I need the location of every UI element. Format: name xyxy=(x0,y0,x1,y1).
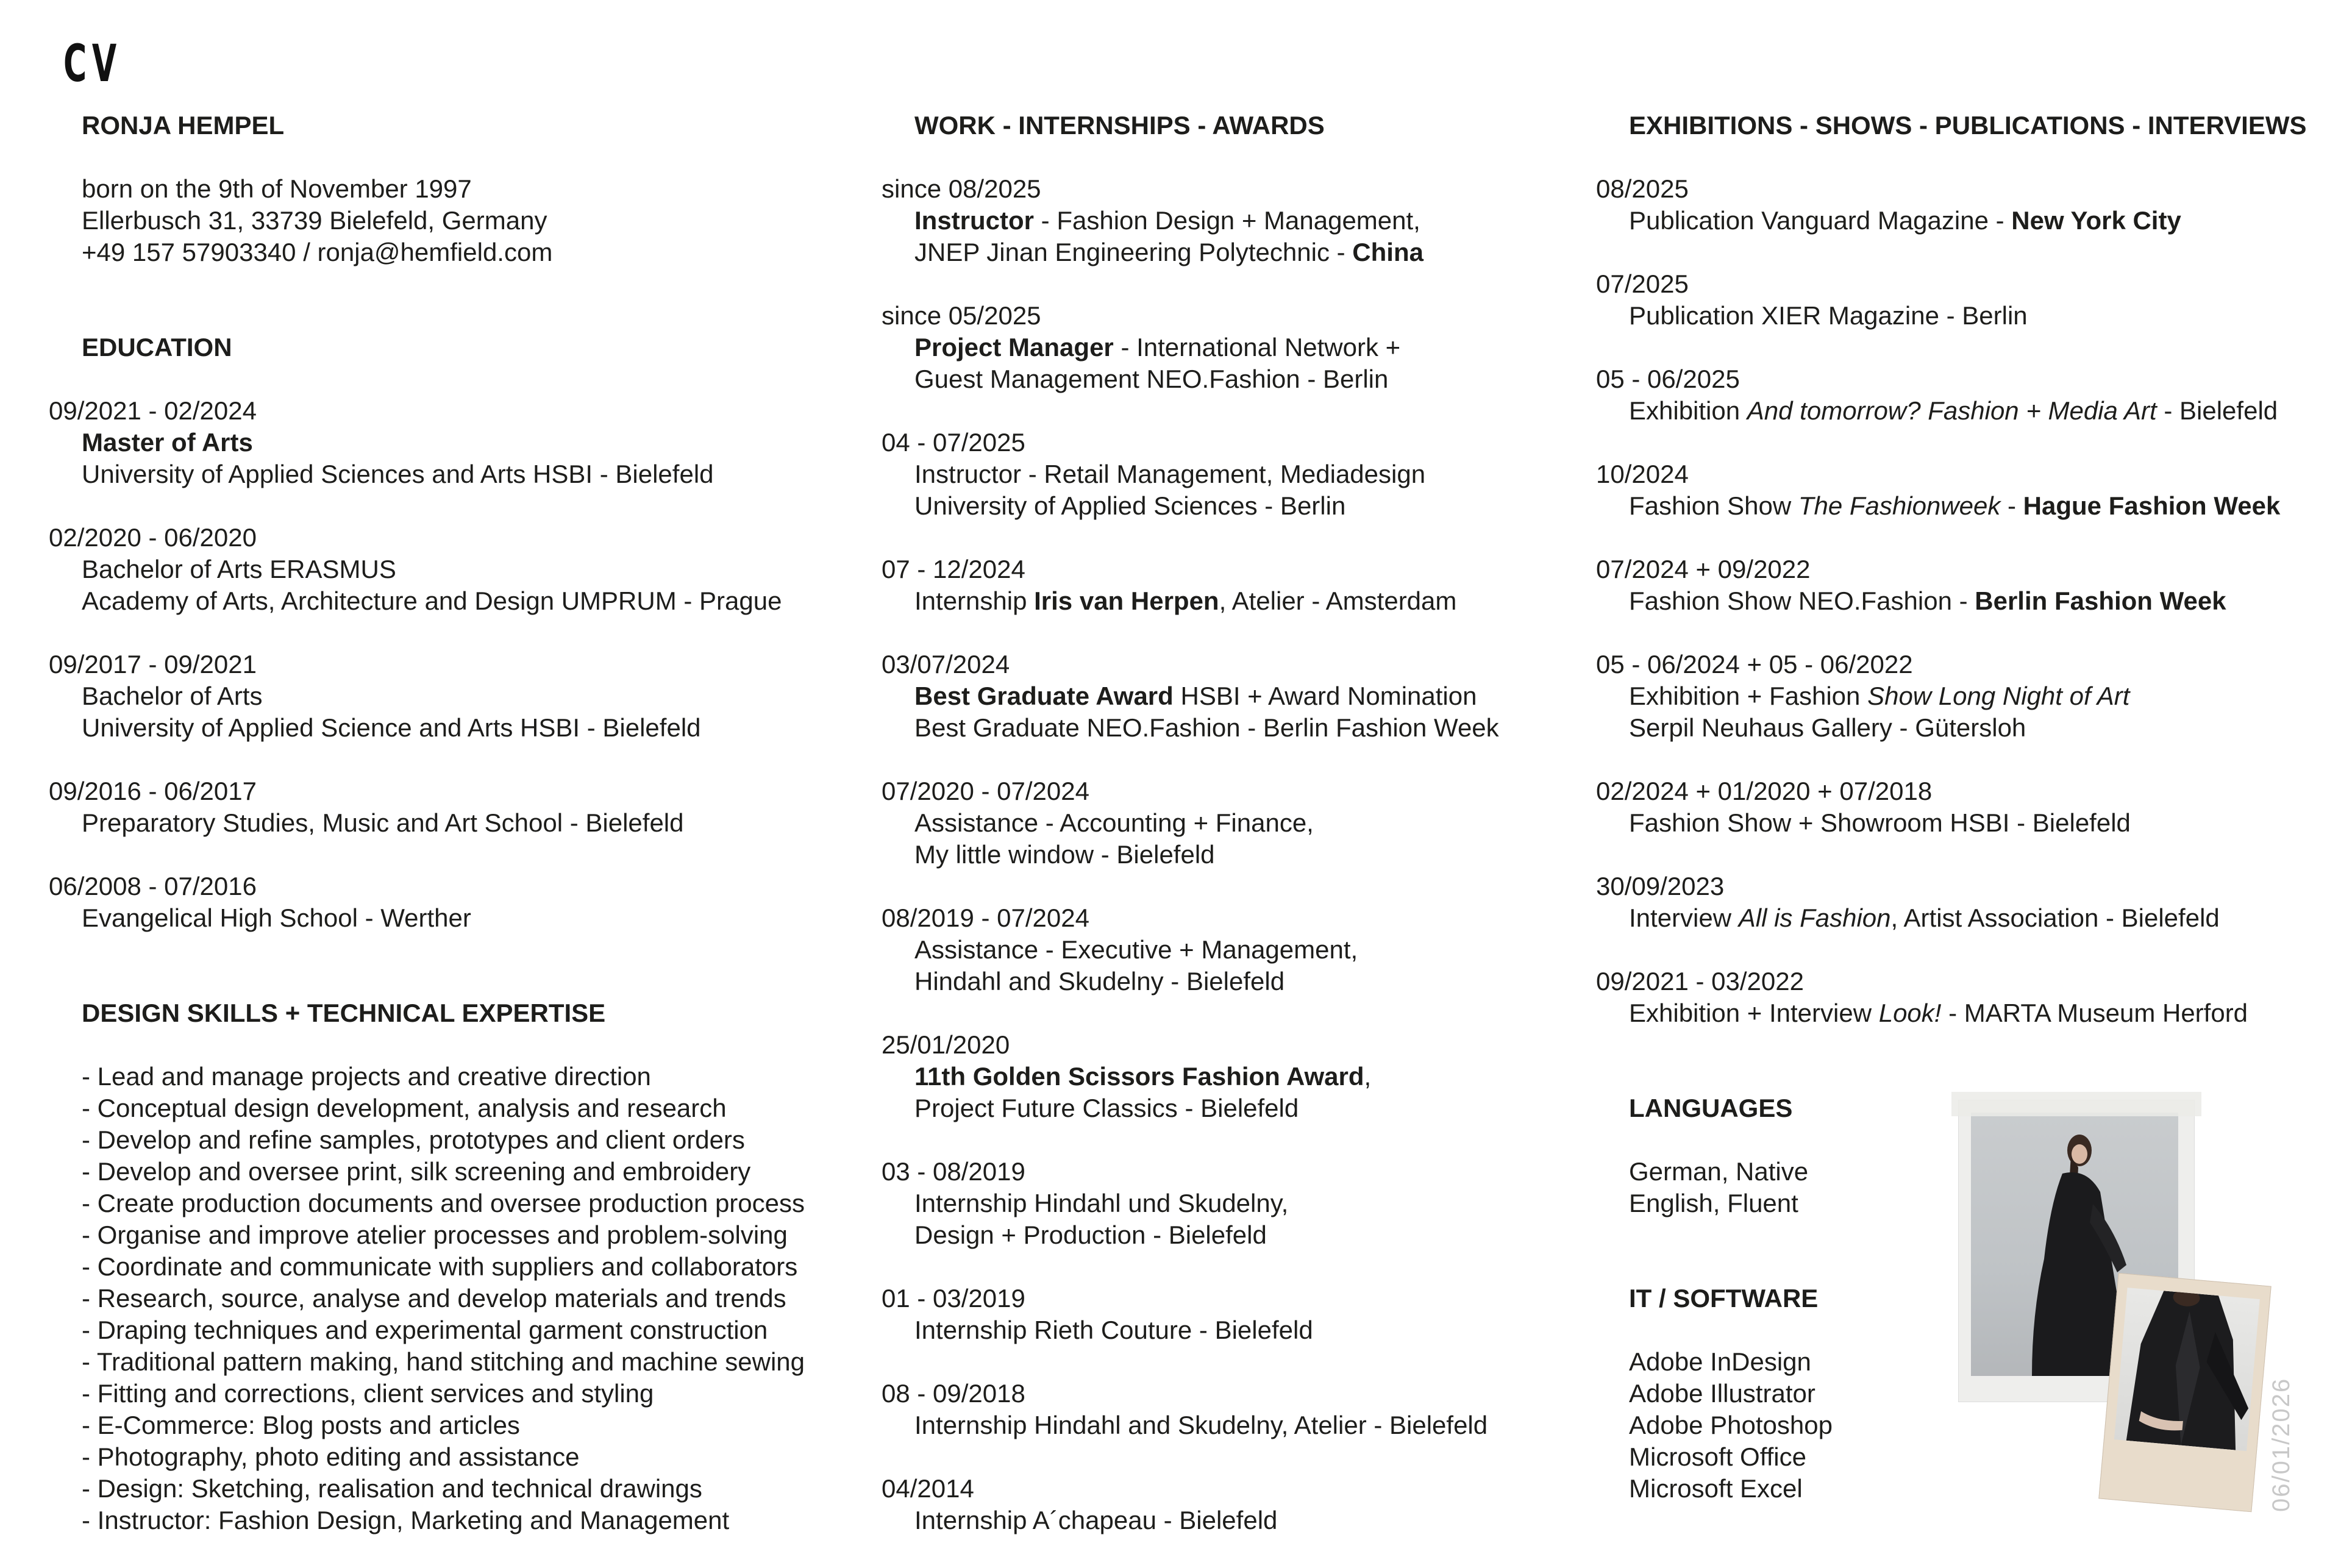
skill-item: - Draping techniques and experimental garment construction xyxy=(82,1316,768,1344)
entry-detail: Exhibition + Interview xyxy=(1629,999,1879,1027)
skill-item: - Conceptual design development, analysis and research xyxy=(82,1094,727,1122)
entry-detail: - MARTA Museum Herford xyxy=(1941,999,2248,1027)
entry-school: Academy of Arts, Architecture and Design UMPRUM - Prague xyxy=(82,586,782,615)
entry-detail: Exhibition xyxy=(1629,396,1747,425)
work-entry xyxy=(882,1473,1613,1536)
work-entry xyxy=(882,902,1613,997)
entry-detail: Exhibition + Fashion xyxy=(1629,682,1868,710)
entry-date: 30/09/2023 xyxy=(1596,872,1725,900)
entry-detail: - Bielefeld xyxy=(2156,396,2278,425)
exhibition-entry xyxy=(1596,268,2328,332)
entry-detail: Fashion Show + Showroom HSBI - Bielefeld xyxy=(1629,808,2131,837)
entry-detail: HSBI + Award Nomination xyxy=(1173,682,1477,710)
jacket-detail-graphic xyxy=(2114,1288,2260,1451)
entry-detail: Interview xyxy=(1629,903,1739,932)
entry-detail: Project Future Classics - Bielefeld xyxy=(914,1094,1299,1122)
entry-detail: Internship Hindahl und Skudelny, xyxy=(914,1189,1289,1217)
entry-date: 08 - 09/2018 xyxy=(882,1379,1025,1408)
document-date: 06/01/2026 xyxy=(2268,1377,2295,1512)
column-work xyxy=(882,110,1613,1568)
software-item: Adobe InDesign xyxy=(1629,1347,1811,1376)
work-entry xyxy=(882,1378,1613,1441)
entry-date: 25/01/2020 xyxy=(882,1030,1010,1059)
skill-item: - Develop and refine samples, prototypes and client orders xyxy=(82,1125,745,1154)
entry-degree: Preparatory Studies, Music and Art School - Bielefeld xyxy=(82,808,684,837)
skill-item: - Traditional pattern making, hand stitching and machine sewing xyxy=(82,1347,805,1376)
entry-detail: Internship Rieth Couture - Bielefeld xyxy=(914,1316,1313,1344)
cv-title: CV xyxy=(63,34,122,93)
education-entry xyxy=(49,522,853,617)
entry-date: 10/2024 xyxy=(1596,460,1689,488)
entry-date: 06/2008 - 07/2016 xyxy=(49,872,257,900)
entry-date: 04 - 07/2025 xyxy=(882,428,1025,457)
entry-date: 04/2014 xyxy=(882,1474,974,1503)
entry-location: Berlin Fashion Week xyxy=(1975,586,2226,615)
skill-item: - Instructor: Fashion Design, Marketing and Management xyxy=(82,1506,730,1534)
entry-date: 01 - 03/2019 xyxy=(882,1284,1025,1313)
entry-detail: Design + Production - Bielefeld xyxy=(914,1221,1267,1249)
entry-detail: Guest Management NEO.Fashion - Berlin xyxy=(914,365,1389,393)
exhibition-entry xyxy=(1596,775,2328,839)
contact-line: +49 157 57903340 / ronja@hemfield.com xyxy=(82,238,553,266)
name-heading: RONJA HEMPEL xyxy=(82,111,285,140)
skills-list xyxy=(49,1061,853,1536)
exhibition-entry xyxy=(1596,173,2328,237)
entry-date: 05 - 06/2025 xyxy=(1596,365,1740,393)
entry-award: Best Graduate Award xyxy=(914,682,1174,710)
entry-date: 08/2025 xyxy=(1596,174,1689,203)
entry-detail: Fashion Show NEO.Fashion - xyxy=(1629,586,1975,615)
work-entry xyxy=(882,173,1613,268)
entry-detail: Instructor - Retail Management, Mediadesign xyxy=(914,460,1426,488)
language-item: German, Native xyxy=(1629,1157,1809,1186)
entry-work-title: The Fashionweek xyxy=(1798,491,2001,520)
entry-date: 07 - 12/2024 xyxy=(882,555,1025,583)
entry-award: 11th Golden Scissors Fashion Award xyxy=(914,1062,1364,1091)
education-heading: EDUCATION xyxy=(82,333,232,362)
languages-heading: LANGUAGES xyxy=(1629,1094,1793,1122)
entry-detail: University of Applied Sciences - Berlin xyxy=(914,491,1346,520)
language-item: English, Fluent xyxy=(1629,1189,1798,1217)
entry-role: Instructor xyxy=(914,206,1035,235)
entry-school: University of Applied Science and Arts HSBI - Bielefeld xyxy=(82,713,701,742)
education-entry xyxy=(49,395,853,490)
entry-date: 07/2024 + 09/2022 xyxy=(1596,555,1811,583)
entry-work-title: Show Long Night of Art xyxy=(1867,682,2130,710)
education-entry xyxy=(49,871,853,934)
work-entry xyxy=(882,1156,1613,1251)
entry-detail: - Fashion Design + Management, xyxy=(1034,206,1420,235)
work-entry xyxy=(882,554,1613,617)
entry-degree: Bachelor of Arts ERASMUS xyxy=(82,555,396,583)
education-entry xyxy=(49,649,853,744)
address-line: Ellerbusch 31, 33739 Bielefeld, Germany xyxy=(82,206,547,235)
entry-work-title: Look! xyxy=(1878,999,1942,1027)
entry-date: since 05/2025 xyxy=(882,301,1041,330)
software-item: Adobe Photoshop xyxy=(1629,1411,1833,1439)
entry-school: University of Applied Sciences and Arts HSBI - Bielefeld xyxy=(82,460,714,488)
skill-item: - Research, source, analyse and develop materials and trends xyxy=(82,1284,786,1313)
skill-item: - Develop and oversee print, silk screening and embroidery xyxy=(82,1157,751,1186)
entry-detail: JNEP Jinan Engineering Polytechnic - xyxy=(914,238,1353,266)
entry-detail: Internship A´chapeau - Bielefeld xyxy=(914,1506,1278,1534)
exhibition-entry xyxy=(1596,458,2328,522)
entry-detail: Hindahl and Skudelny - Bielefeld xyxy=(914,967,1285,996)
entry-degree: Evangelical High School - Werther xyxy=(82,903,471,932)
entry-location: China xyxy=(1352,238,1423,266)
entry-detail: Best Graduate NEO.Fashion - Berlin Fashion Week xyxy=(914,713,1499,742)
entry-date: 07/2025 xyxy=(1596,269,1689,298)
entry-detail: - xyxy=(2000,491,2023,520)
work-entry xyxy=(882,1283,1613,1346)
work-entry xyxy=(882,649,1613,744)
exhibition-entry xyxy=(1596,871,2328,934)
skill-item: - Organise and improve atelier processes and problem-solving xyxy=(82,1221,788,1249)
work-entry xyxy=(882,1029,1613,1124)
skill-item: - Fitting and corrections, client services and styling xyxy=(82,1379,654,1408)
exhibition-entry xyxy=(1596,966,2328,1029)
skill-item: - E-Commerce: Blog posts and articles xyxy=(82,1411,520,1439)
entry-role: Project Manager xyxy=(914,333,1114,362)
software-item: Microsoft Excel xyxy=(1629,1474,1803,1503)
entry-detail: Fashion Show xyxy=(1629,491,1798,520)
entry-date: 09/2021 - 03/2022 xyxy=(1596,967,1804,996)
entry-date: 05 - 06/2024 + 05 - 06/2022 xyxy=(1596,650,1913,679)
entry-date: 09/2017 - 09/2021 xyxy=(49,650,257,679)
entry-date: since 08/2025 xyxy=(882,174,1041,203)
work-heading: WORK - INTERNSHIPS - AWARDS xyxy=(914,111,1325,140)
entry-location: Hague Fashion Week xyxy=(2023,491,2281,520)
entry-date: 08/2019 - 07/2024 xyxy=(882,903,1089,932)
entry-detail: , xyxy=(1364,1062,1372,1091)
personal-info xyxy=(49,173,853,268)
entry-degree: Bachelor of Arts xyxy=(82,682,263,710)
entry-detail: My little window - Bielefeld xyxy=(914,840,1215,869)
entry-work-title: All is Fashion xyxy=(1738,903,1891,932)
work-entry xyxy=(882,427,1613,522)
entry-detail: , Artist Association - Bielefeld xyxy=(1890,903,2220,932)
entry-work-title: And tomorrow? Fashion + Media Art xyxy=(1747,396,2157,425)
detail-photo-polaroid xyxy=(2098,1273,2271,1513)
work-entry xyxy=(882,775,1613,871)
entry-detail: Internship Hindahl and Skudelny, Atelier - Bielefeld xyxy=(914,1411,1488,1439)
detail-photo xyxy=(2114,1288,2260,1451)
exhibition-entry xyxy=(1596,649,2328,744)
entry-date: 02/2024 + 01/2020 + 07/2018 xyxy=(1596,777,1933,805)
entry-detail: Publication XIER Magazine - Berlin xyxy=(1629,301,2028,330)
exhibition-entry xyxy=(1596,554,2328,617)
entry-date: 09/2016 - 06/2017 xyxy=(49,777,257,805)
exhibitions-heading: EXHIBITIONS - SHOWS - PUBLICATIONS - INTERVIEWS xyxy=(1629,111,2307,140)
skills-heading: DESIGN SKILLS + TECHNICAL EXPERTISE xyxy=(82,999,606,1027)
skill-item: - Design: Sketching, realisation and technical drawings xyxy=(82,1474,702,1503)
entry-detail: Internship xyxy=(914,586,1035,615)
exhibition-entry xyxy=(1596,363,2328,427)
entry-detail: Publication Vanguard Magazine - xyxy=(1629,206,2012,235)
entry-degree: Master of Arts xyxy=(82,428,253,457)
entry-detail: , Atelier - Amsterdam xyxy=(1219,586,1457,615)
birth-line: born on the 9th of November 1997 xyxy=(82,174,472,203)
entry-date: 09/2021 - 02/2024 xyxy=(49,396,257,425)
skill-item: - Coordinate and communicate with suppliers and collaborators xyxy=(82,1252,798,1281)
entry-detail: Assistance - Accounting + Finance, xyxy=(914,808,1314,837)
entry-date: 07/2020 - 07/2024 xyxy=(882,777,1089,805)
software-item: Adobe Illustrator xyxy=(1629,1379,1815,1408)
work-entry xyxy=(882,300,1613,395)
entry-date: 02/2020 - 06/2020 xyxy=(49,523,257,552)
entry-date: 03/07/2024 xyxy=(882,650,1010,679)
entry-detail: Serpil Neuhaus Gallery - Gütersloh xyxy=(1629,713,2026,742)
entry-date: 03 - 08/2019 xyxy=(882,1157,1025,1186)
software-item: Microsoft Office xyxy=(1629,1442,1806,1471)
software-heading: IT / SOFTWARE xyxy=(1629,1284,1819,1313)
education-entry xyxy=(49,775,853,839)
entry-detail: - International Network + xyxy=(1113,333,1401,362)
entry-employer: Iris van Herpen xyxy=(1034,586,1219,615)
skill-item: - Lead and manage projects and creative direction xyxy=(82,1062,651,1091)
skill-item: - Photography, photo editing and assistance xyxy=(82,1442,580,1471)
entry-detail: Assistance - Executive + Management, xyxy=(914,935,1358,964)
entry-location: New York City xyxy=(2011,206,2181,235)
column-personal-education xyxy=(49,110,853,1536)
skill-item: - Create production documents and oversee production process xyxy=(82,1189,805,1217)
